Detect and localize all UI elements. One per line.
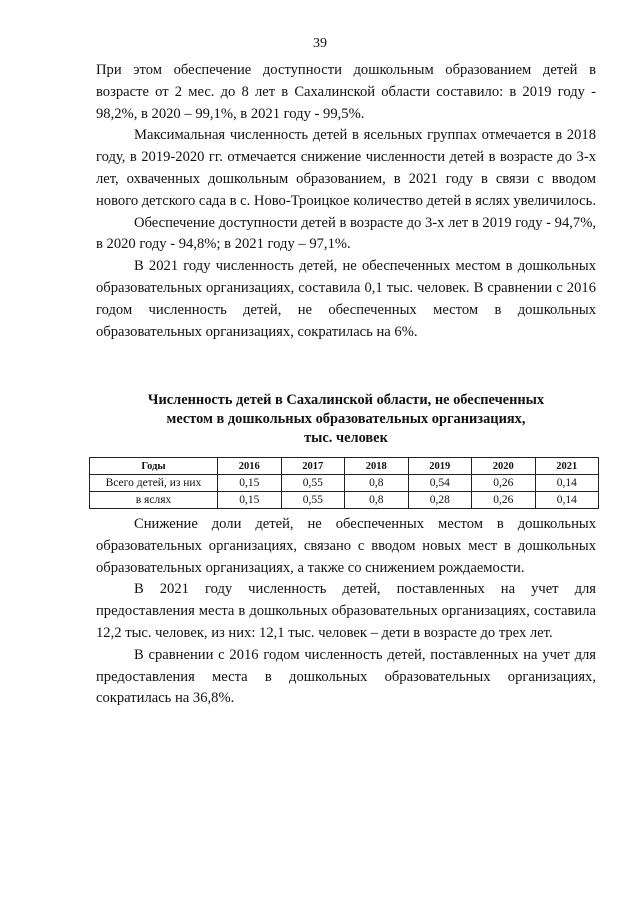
page-number: 39 — [313, 36, 327, 51]
table-cell: 0,8 — [345, 475, 409, 492]
table-cell: 0,54 — [408, 475, 472, 492]
table-cell: 0,14 — [535, 475, 599, 492]
header-2021: 2021 — [535, 458, 599, 475]
body-text-top — [96, 60, 596, 343]
table-cell: 0,14 — [535, 492, 599, 509]
table-title-line-2: местом в дошкольных образовательных организациях, — [166, 411, 526, 427]
body-text-bottom — [96, 514, 596, 710]
table-cell: 0,8 — [345, 492, 409, 509]
header-2019: 2019 — [408, 458, 472, 475]
table-cell: 0,26 — [472, 492, 536, 509]
table-row — [90, 492, 599, 509]
table-cell: 0,15 — [218, 492, 282, 509]
paragraph-decline-reasons: Снижение доли детей, не обеспеченных местом в дошкольных образовательных организациях, связано с вводом новых мест в дошкольных образовательных организациях, а также со снижением рождаемости. — [96, 516, 596, 576]
table-title-line-3: тыс. человек — [304, 430, 388, 446]
paragraph-availability-under-3: Обеспечение доступности детей в возрасте до 3-х лет в 2019 году - 94,7%, в 2020 году - 94,8%; в 2021 году – 97,1%. — [96, 214, 596, 253]
table-cell: 0,28 — [408, 492, 472, 509]
row-label-nursery: в яслях — [90, 492, 218, 509]
table-cell: 0,26 — [472, 475, 536, 492]
table-title-line-1: Численность детей в Сахалинской области, не обеспеченных — [147, 392, 545, 408]
header-years: Годы — [90, 458, 218, 475]
paragraph-nursery-groups: Максимальная численность детей в ясельных группах отмечается в 2018 году, в 2019-2020 гг. отмечается снижение численности детей в возрасте до 3-х лет, охваченных дошкольным образованием, в 2021 году в связи с вводом нового детского сада в с. Ново-Троицкое количество детей в яслях увеличилось. — [96, 127, 596, 209]
table-cell: 0,15 — [218, 475, 282, 492]
table-cell: 0,55 — [281, 475, 345, 492]
table-cell: 0,55 — [281, 492, 345, 509]
header-2018: 2018 — [345, 458, 409, 475]
row-label-total: Всего детей, из них — [90, 475, 218, 492]
paragraph-unprovided-2021: В 2021 году численность детей, не обеспеченных местом в дошкольных образовательных организациях, составила 0,1 тыс. человек. В сравнении с 2016 годом численность детей, не обеспеченных местом в дошкольных образовательных организациях, сократилась на 6%. — [96, 258, 596, 340]
table-row — [90, 475, 599, 492]
paragraph-availability-2-8: При этом обеспечение доступности дошкольным образованием детей в возрасте от 2 мес. до 8 лет в Сахалинской области составило: в 2019 году - 98,2%, в 2020 – 99,1%, в 2021 году - 99,5%. — [96, 62, 596, 122]
header-2020: 2020 — [472, 458, 536, 475]
header-2016: 2016 — [218, 458, 282, 475]
table-title — [96, 391, 596, 448]
header-2017: 2017 — [281, 458, 345, 475]
paragraph-registered-decline: В сравнении с 2016 годом численность детей, поставленных на учет для предоставления места в дошкольных образовательных организациях, сократилась на 36,8%. — [96, 646, 596, 707]
children-table — [89, 457, 599, 509]
paragraph-registered-2021: В 2021 году численность детей, поставленных на учет для предоставления места в дошкольных образовательных организациях, составила 12,2 тыс. человек, из них: 12,1 тыс. человек – дети в возрасте до трех лет. — [96, 581, 596, 641]
table-header-row — [90, 458, 599, 475]
